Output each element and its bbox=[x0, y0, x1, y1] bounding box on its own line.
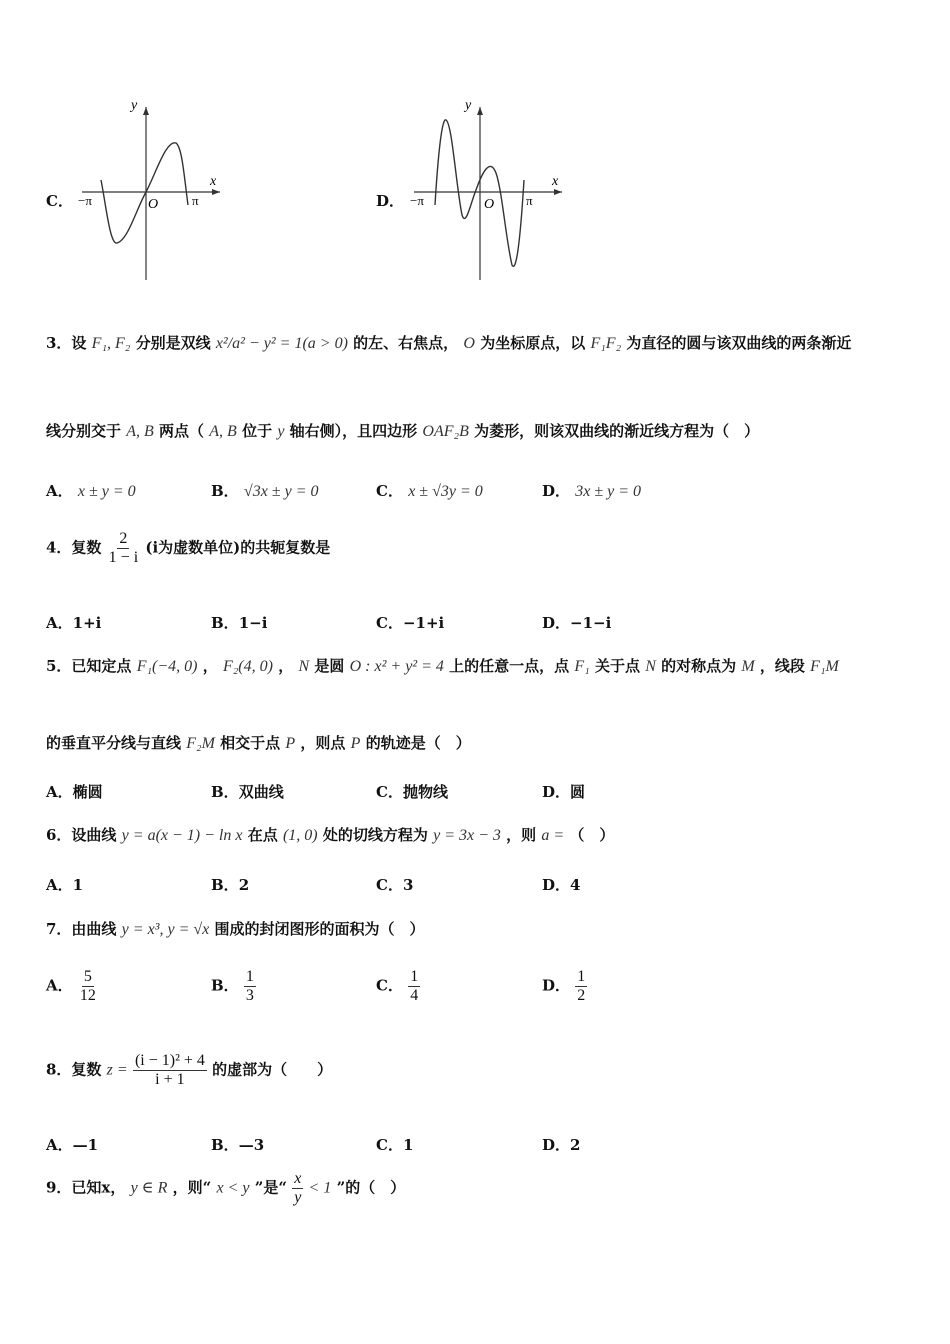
question-8: 8．复数 z = $\frac{\text{(i − 1)² + 4}}{i + 1}$ 的虚部为（ ） bbox=[46, 1052, 333, 1088]
fraction: $\frac{x}{y}$ bbox=[294, 1170, 302, 1206]
q4-option-b[interactable]: B．1−i bbox=[211, 614, 268, 632]
q3-option-c[interactable]: C． x ± √3y = 0 bbox=[376, 482, 483, 500]
q5-option-c[interactable]: C．抛物线 bbox=[376, 783, 448, 801]
q3-option-a[interactable]: A． x ± y = 0 bbox=[46, 482, 136, 500]
curve-c bbox=[101, 143, 188, 243]
question-6: 6．设曲线 y = a(x − 1) − ln x 在点 (1, 0) 处的切线方程为 y = 3x − 3 ，则 a = （ ） bbox=[46, 826, 615, 844]
hyperbola-equation: x²/a² − y² = 1(a > 0) bbox=[215, 335, 348, 352]
q5-option-a[interactable]: A．椭圆 bbox=[46, 783, 103, 801]
option-c-label: C． bbox=[46, 192, 73, 210]
q7-option-d[interactable]: D． $\frac{1}{2}$ bbox=[542, 968, 586, 1004]
q8-option-b[interactable]: B．—3 bbox=[211, 1136, 265, 1154]
neg-pi-label: −π bbox=[78, 193, 92, 208]
x-label: x bbox=[210, 174, 217, 189]
graph-c bbox=[70, 95, 240, 290]
y-axis-arrow bbox=[143, 107, 149, 115]
fraction: $\frac{2}{1 - i}$ bbox=[108, 530, 139, 566]
q5-option-b[interactable]: B．双曲线 bbox=[211, 783, 284, 801]
graph-d bbox=[402, 95, 572, 290]
q7-option-a[interactable]: A． $\frac{5}{12}$ bbox=[46, 968, 96, 1004]
q4-option-a[interactable]: A．1+i bbox=[46, 614, 102, 632]
q5-option-d[interactable]: D．圆 bbox=[542, 783, 586, 801]
q6-option-c[interactable]: C．3 bbox=[376, 876, 414, 894]
y-label: y bbox=[131, 98, 138, 113]
q7-option-b[interactable]: B． $\frac{1}{3}$ bbox=[211, 968, 254, 1004]
question-4: 4．复数 $\frac{2}{1 - i}$ (i为虚数单位)的共轭复数是 bbox=[46, 530, 331, 566]
q6-option-b[interactable]: B．2 bbox=[211, 876, 250, 894]
q3-option-d[interactable]: D． 3x ± y = 0 bbox=[542, 482, 642, 500]
foci-label: F₁, F₂ bbox=[91, 335, 131, 352]
question-9: 9．已知x， y ∈ R ，则“ x < y ”是“ $\frac{x}{y}$ < 1 ”的（ ） bbox=[46, 1170, 406, 1206]
q4-option-d[interactable]: D．−1−i bbox=[542, 614, 612, 632]
fraction: $\frac{\text{(i − 1)² + 4}}{i + 1}$ bbox=[134, 1052, 205, 1088]
question-5-line-2: 的垂直平分线与直线 F₂M 相交于点 P ，则点 P 的轨迹是（ ） bbox=[46, 734, 471, 752]
question-7: 7．由曲线 y = x³, y = √x 围成的封闭图形的面积为（ ） bbox=[46, 920, 425, 938]
option-d-label: D． bbox=[376, 192, 405, 210]
q8-option-d[interactable]: D．2 bbox=[542, 1136, 581, 1154]
q3-option-b[interactable]: B． √3x ± y = 0 bbox=[211, 482, 319, 500]
q6-option-a[interactable]: A．1 bbox=[46, 876, 84, 894]
neg-pi-label: −π bbox=[410, 193, 424, 208]
y-axis-arrow bbox=[477, 107, 483, 115]
q8-option-c[interactable]: C．1 bbox=[376, 1136, 414, 1154]
q7-option-c[interactable]: C． $\frac{1}{4}$ bbox=[376, 968, 419, 1004]
x-label: x bbox=[552, 174, 559, 189]
question-5-line-1: 5．已知定点 F₁(−4, 0) ， F₂(4, 0) ， N 是圆 O : x² + y² = 4 上的任意一点，点 F₁ 关于点 N 的对称点为 M ，线段 F₁M bbox=[46, 657, 839, 675]
q6-option-d[interactable]: D．4 bbox=[542, 876, 581, 894]
q4-option-c[interactable]: C．−1+i bbox=[376, 614, 445, 632]
y-label: y bbox=[465, 98, 472, 113]
origin-label: O bbox=[484, 197, 495, 212]
x-axis-arrow bbox=[554, 189, 562, 195]
question-3-line-1: 3．设 F₁, F₂ 分别是双线 x²/a² − y² = 1(a > 0) 的左、右焦点， O 为坐标原点，以 F₁F₂ 为直径的圆与该双曲线的两条渐近 bbox=[46, 334, 852, 352]
pi-label: π bbox=[526, 193, 533, 208]
origin-label: O bbox=[148, 197, 159, 212]
x-axis-arrow bbox=[212, 189, 220, 195]
q8-option-a[interactable]: A．—1 bbox=[46, 1136, 99, 1154]
pi-label: π bbox=[192, 193, 199, 208]
question-3-line-2: 线分别交于 A, B 两点（ A, B 位于 y 轴右侧），且四边形 OAF₂B 为菱形，则该双曲线的渐近线方程为（ ） bbox=[46, 422, 760, 440]
